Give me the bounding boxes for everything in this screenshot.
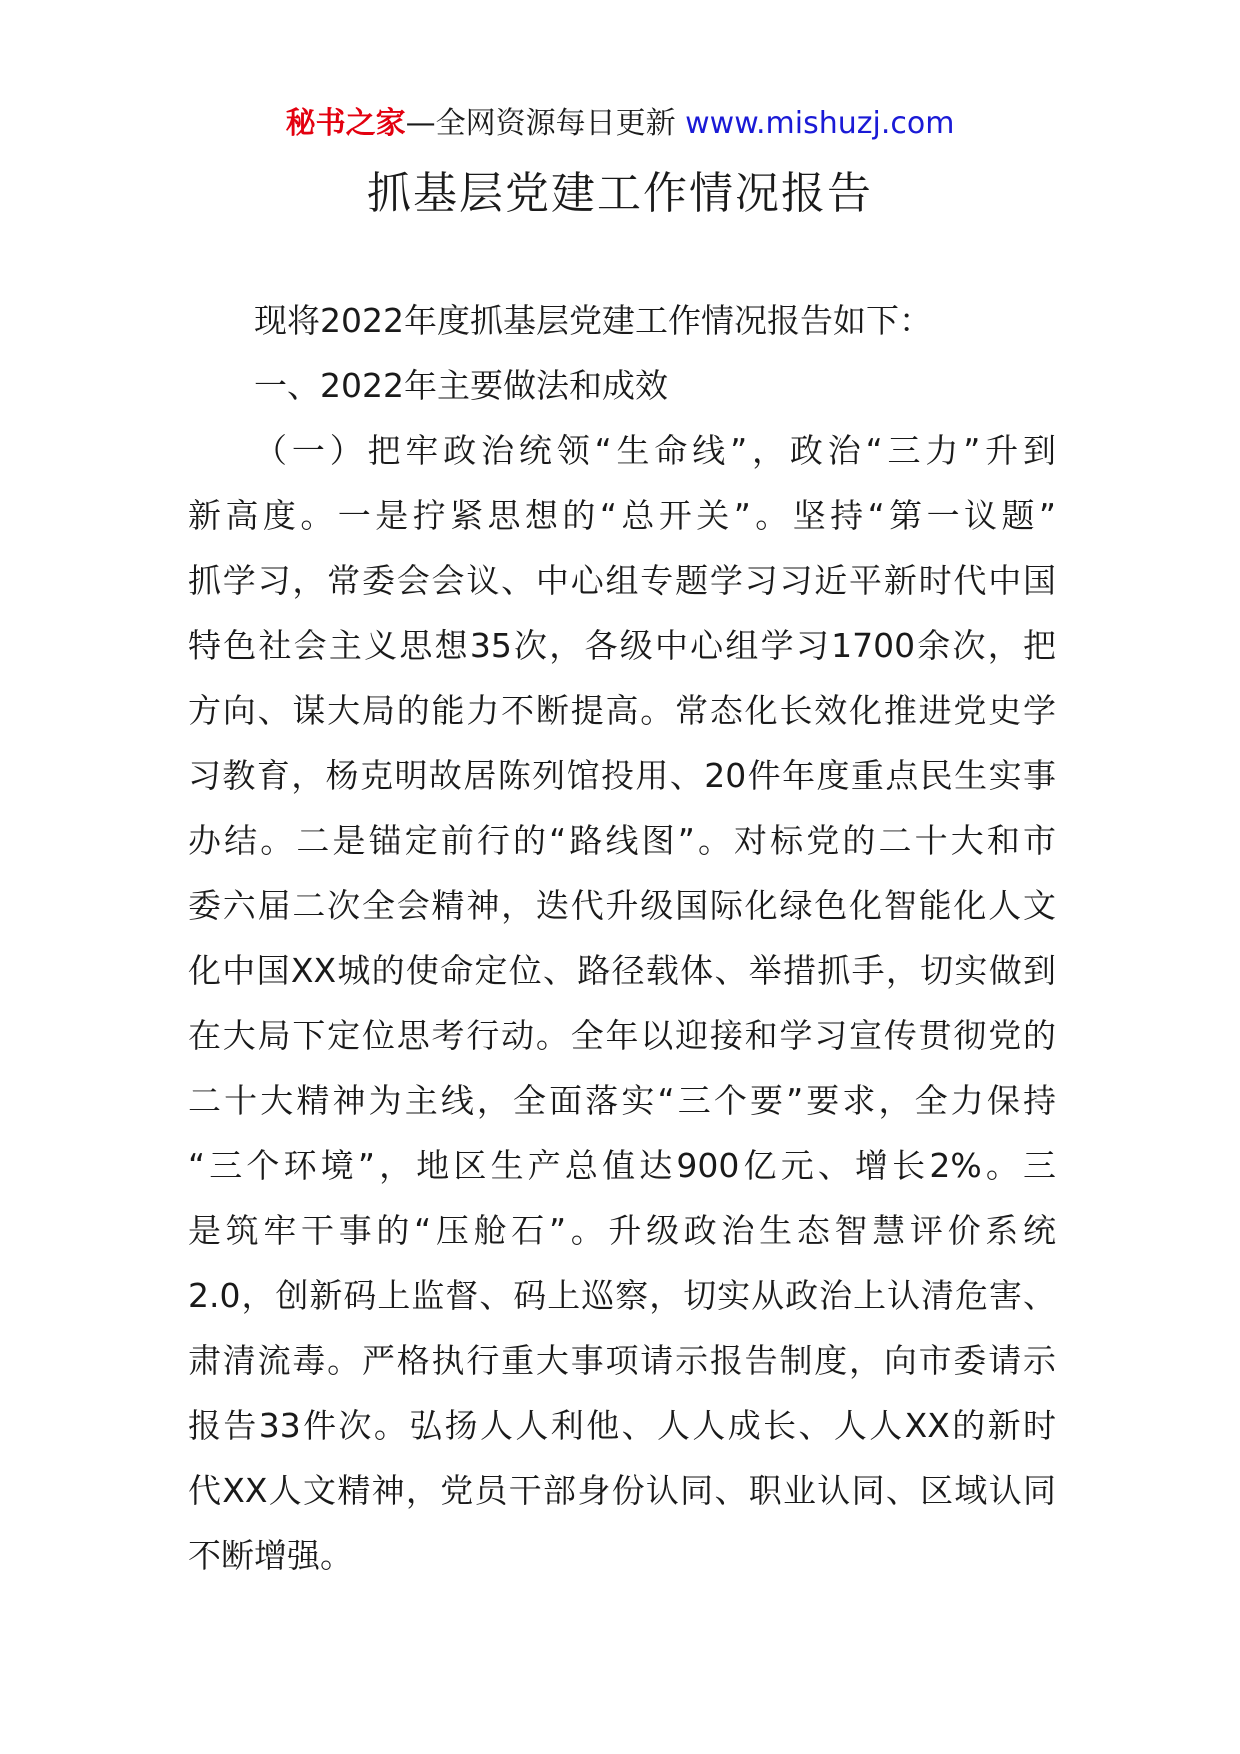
- section-heading: 一、2022年主要做法和成效: [254, 366, 668, 405]
- paragraph-line: 习教育，杨克明故居陈列馆投用、20件年度重点民生实事: [188, 756, 1056, 795]
- paragraph-line: 办结。二是锚定前行的“路线图”。对标党的二十大和市: [188, 821, 1056, 860]
- site-url-link[interactable]: www.mishuzj.com: [685, 106, 955, 141]
- header-slogan: —全网资源每日更新: [405, 106, 686, 141]
- paragraph-line: 方向、谋大局的能力不断提高。常态化长效化推进党史学: [188, 691, 1056, 730]
- brand-name: 秘书之家: [285, 106, 406, 141]
- paragraph-line: （一）把牢政治统领“生命线”，政治“三力”升到: [254, 431, 1056, 470]
- paragraph-line: 肃清流毒。严格执行重大事项请示报告制度，向市委请示: [188, 1341, 1056, 1380]
- paragraph-line: 抓学习，常委会会议、中心组专题学习习近平新时代中国: [188, 561, 1056, 600]
- paragraph-line: 二十大精神为主线，全面落实“三个要”要求，全力保持: [188, 1081, 1056, 1120]
- paragraph-line: 报告33件次。弘扬人人利他、人人成长、人人XX的新时: [188, 1406, 1056, 1445]
- paragraph-line: 在大局下定位思考行动。全年以迎接和学习宣传贯彻党的: [188, 1016, 1056, 1055]
- paragraph-line: 委六届二次全会精神，迭代升级国际化绿色化智能化人文: [188, 886, 1056, 925]
- paragraph-line: 是筑牢干事的“压舱石”。升级政治生态智慧评价系统: [188, 1211, 1056, 1250]
- document-title: 抓基层党建工作情况报告: [367, 168, 873, 219]
- paragraph-line: 不断增强。: [188, 1536, 353, 1575]
- paragraph-line: 新高度。一是拧紧思想的“总开关”。坚持“第一议题”: [188, 496, 1056, 535]
- document-body: [188, 288, 1056, 1588]
- site-header: [0, 104, 1240, 144]
- paragraph-line: 代XX人文精神，党员干部身份认同、职业认同、区域认同: [188, 1471, 1056, 1510]
- intro-paragraph: 现将2022年度抓基层党建工作情况报告如下：: [254, 301, 932, 340]
- paragraph-line: “三个环境”，地区生产总值达900亿元、增长2%。三: [188, 1146, 1056, 1185]
- paragraph-line: 化中国XX城的使命定位、路径载体、举措抓手，切实做到: [188, 951, 1056, 990]
- paragraph-line: 2.0，创新码上监督、码上巡察，切实从政治上认清危害、: [188, 1276, 1056, 1315]
- paragraph-line: 特色社会主义思想35次，各级中心组学习1700余次，把: [188, 626, 1056, 665]
